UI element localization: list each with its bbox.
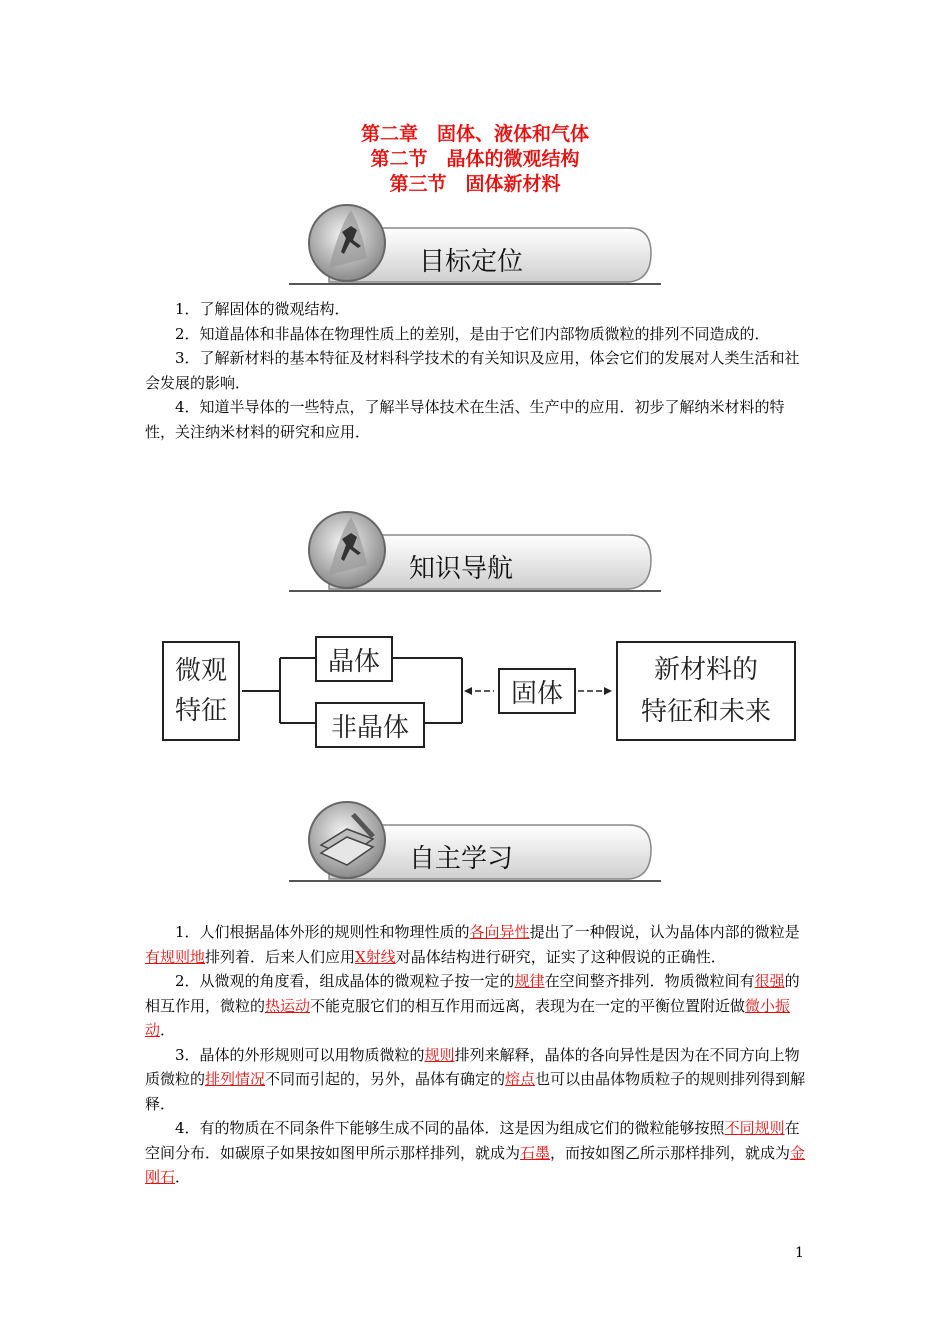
box-label: 微观	[174, 656, 227, 686]
answer-blank: 规律	[514, 972, 545, 990]
solid-box	[498, 668, 576, 714]
study-paragraph: 4．有的物质在不同条件下能够生成不同的晶体．这是因为组成它们的微粒能够按照不同规则在空间分布．如碳原子如果按如图甲所示那样排列，就成为石墨，而按如图乙所示那样排列，就成为金刚石．	[145, 1119, 806, 1186]
answer-blank: 熔点	[505, 1070, 536, 1088]
answer-blank: 热运动	[265, 996, 311, 1015]
chapter-title: 第二章 固体、液体和气体	[360, 123, 589, 145]
knowledge-diagram	[150, 630, 810, 750]
box-label: 非晶体	[330, 712, 409, 743]
banner-text: 自主学习	[409, 844, 514, 874]
goal-item: 1．了解固体的微观结构．	[175, 300, 350, 318]
answer-blank: X射线	[355, 947, 396, 966]
goal-item: 3．了解新材料的基本特征及材料科学技术的有关知识及应用，体会它们的发展对人类生活和社会发展的影响．	[145, 349, 800, 392]
study-paragraph: 2．从微观的角度看，组成晶体的微观粒子按一定的规律在空间整齐排列．物质微粒间有很强的相互作用，微粒的热运动不能克服它们的相互作用而远离，表现为在一定的平衡位置附近做微小振动．	[145, 972, 800, 1039]
answer-blank: 各向异性	[469, 923, 530, 941]
study-paragraph: 3．晶体的外形规则可以用物质微粒的规则排列来解释，晶体的各向异性是因为在不同方向上物质微粒的排列情况不同而引起的，另外，晶体有确定的熔点也可以由晶体物质粒子的规则排列得到解释．	[145, 1045, 806, 1113]
noncrystal-box	[315, 702, 425, 748]
page-number: 1	[795, 1245, 804, 1261]
goals-list	[145, 297, 808, 444]
self-study-section	[145, 920, 808, 1190]
answer-blank: 金刚石	[145, 1143, 806, 1186]
banner-text: 知识导航	[409, 554, 514, 584]
box-label: 新材料的	[653, 655, 758, 685]
answer-blank: 微小振动	[145, 996, 791, 1039]
answer-blank: 排列情况	[205, 1070, 266, 1088]
new-materials-box	[616, 641, 796, 741]
goal-item: 2．知道晶体和非晶体在物理性质上的差别，是由于它们内部物质微粒的排列不同造成的．	[175, 324, 770, 343]
micro-features-box	[162, 641, 240, 741]
section-title-3: 第三节 固体新材料	[389, 173, 561, 195]
answer-blank: 有规则地	[145, 947, 206, 966]
crystal-box	[315, 636, 393, 682]
goal-item: 4．知道半导体的一些特点，了解半导体技术在生活、生产中的应用．初步了解纳米材料的特性，关注纳米材料的研究和应用．	[145, 398, 785, 441]
box-label: 特征和未来	[640, 697, 771, 727]
answer-blank: 石墨	[520, 1143, 551, 1162]
page-title-block	[0, 122, 950, 197]
self-study-banner	[289, 795, 661, 887]
section-title-2: 第二节 晶体的微观结构	[370, 148, 580, 170]
box-label: 固体	[510, 678, 563, 709]
study-paragraph: 1．人们根据晶体外形的规则性和物理性质的各向异性提出了一种假说，认为晶体内部的微粒是有规则地排列着．后来人们应用X射线对晶体结构进行研究，证实了这种假说的正确性．	[145, 923, 800, 966]
box-label: 特征	[174, 696, 227, 726]
answer-blank: 很强	[754, 972, 785, 990]
knowledge-banner	[289, 505, 661, 597]
banner-text: 目标定位	[419, 247, 524, 277]
goals-banner	[289, 198, 661, 290]
answer-blank: 规则	[424, 1045, 455, 1064]
answer-blank: 不同规则	[724, 1119, 785, 1137]
box-label: 晶体	[327, 646, 380, 677]
